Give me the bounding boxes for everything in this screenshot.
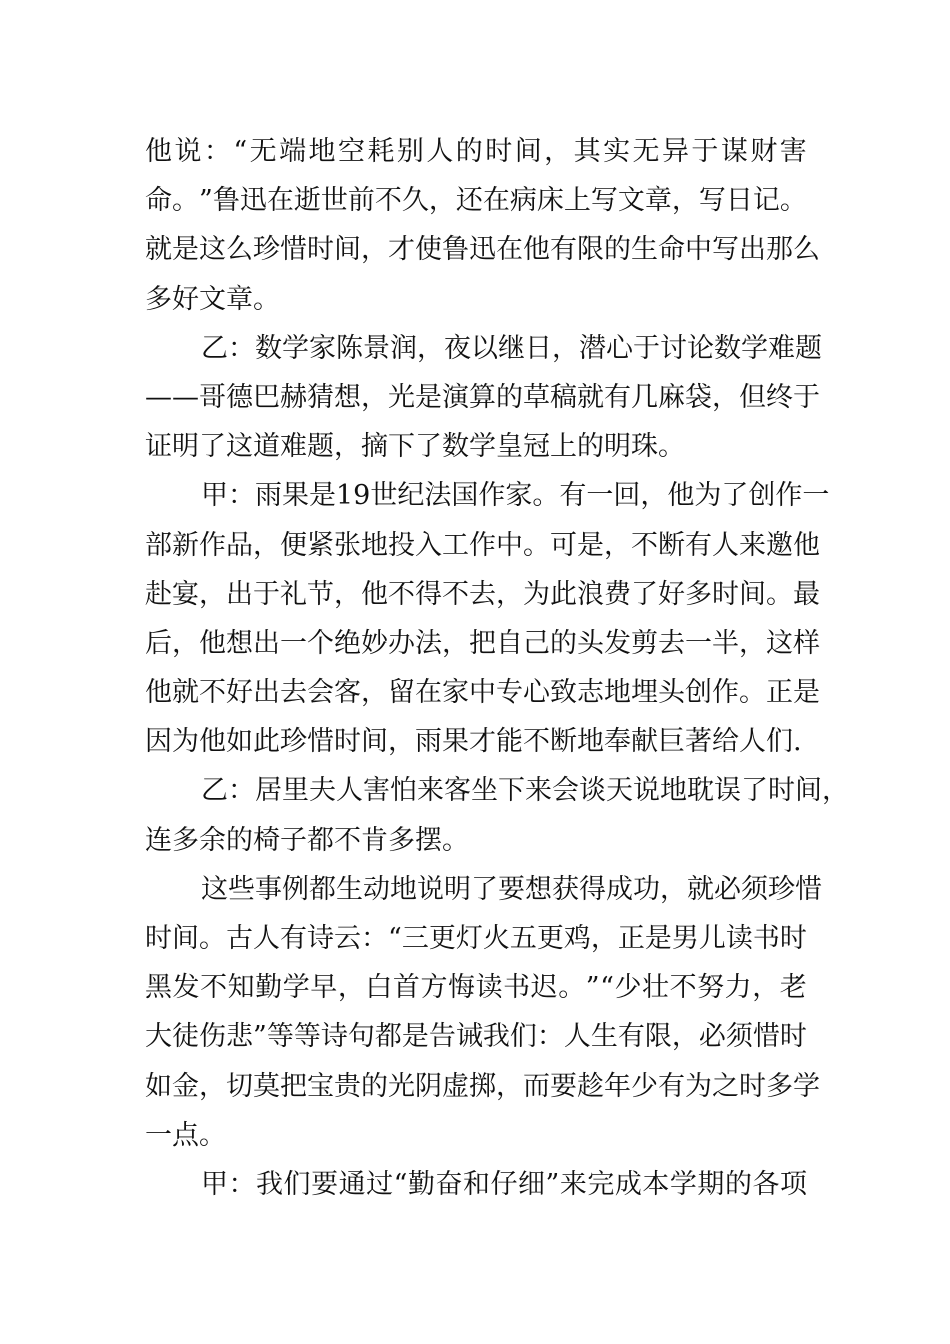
text-line: 这 些 事 例 都 生 动 地 说 明 了 要 想 获 得 成 功 ， 就 必 须 珍 惜 [201,873,822,905]
text-line: 部 新 作 品 ， 便 紧 张 地 投 入 工 作 中 。 可 是 ， 不 断 有 人 来 邀 他 [145,529,820,561]
text-line: 因为他如此珍惜时间，雨果才能不断地奉献巨著给人们. [145,726,802,758]
text-line: 一点。 [145,1119,226,1151]
text-line: 甲 ： 雨 果 是 19 世 纪 法 国 作 家 。 有 一 回 ， 他 为 了 创 作 一 [201,480,830,512]
text-line: 甲 ： 我 们 要 通 过 “ 勤 奋 和 仔 细 ” 来 完 成 本 学 期 的 各 项 [201,1168,807,1200]
document-body [145,127,849,1209]
text-line: — — 哥 德 巴 赫 猜 想 ， 光 是 演 算 的 草 稿 就 有 几 麻 袋 ， 但 终 于 [145,381,820,413]
text-line: 他 就 不 好 出 去 会 客 ， 留 在 家 中 专 心 致 志 地 埋 头 创 作 。 正 是 [145,677,820,709]
text-line: 时 间 。 古 人 有 诗 云 ： “ 三 更 灯 火 五 更 鸡 ， 正 是 男 儿 读 书 时 [145,923,807,954]
text-line: 连多余的椅子都不肯多摆。 [145,824,469,856]
text-line: 后 ， 他 想 出 一 个 绝 妙 办 法 ， 把 自 己 的 头 发 剪 去 一 半 ， 这 样 [145,627,820,659]
text-line: 乙 ： 居 里 夫 人 害 怕 来 客 坐 下 来 会 谈 天 说 地 耽 误 了 时 间 ， [201,775,849,807]
text-line: 大 徒 伤 悲 ” 等 等 诗 句 都 是 告 诫 我 们 ： 人 生 有 限 ， 必 须 惜 时 [145,1021,807,1053]
text-line: 如 金 ， 切 莫 把 宝 贵 的 光 阴 虚 掷 ， 而 要 趁 年 少 有 为 之 时 多 学 [145,1070,820,1102]
text-line: 证明了这道难题，摘下了数学皇冠上的明珠。 [145,431,685,463]
text-line: 赴 宴 ， 出 于 礼 节 ， 他 不 得 不 去 ， 为 此 浪 费 了 好 多 时 间 。 最 [145,578,820,610]
text-line: 命 。 ” 鲁 迅 在 逝 世 前 不 久 ， 还 在 病 床 上 写 文 章 ， 写 日 记 。 [145,185,807,217]
text-line: 乙 ： 数 学 家 陈 景 润 ， 夜 以 继 日 ， 潜 心 于 讨 论 数 学 难 题 [201,332,822,364]
text-line: 他 说 ： “ 无 端 地 空 耗 别 人 的 时 间 ， 其 实 无 异 于 谋 财 害 [145,136,807,167]
text-line: 黑 发 不 知 勤 学 早 ， 白 首 方 悔 读 书 迟 。 ” “ 少 壮 不 努 力 ， 老 [145,972,807,1004]
text-line: 多好文章。 [145,283,280,315]
text-line: 就 是 这 么 珍 惜 时 间 ， 才 使 鲁 迅 在 他 有 限 的 生 命 中 写 出 那 么 [145,234,820,266]
